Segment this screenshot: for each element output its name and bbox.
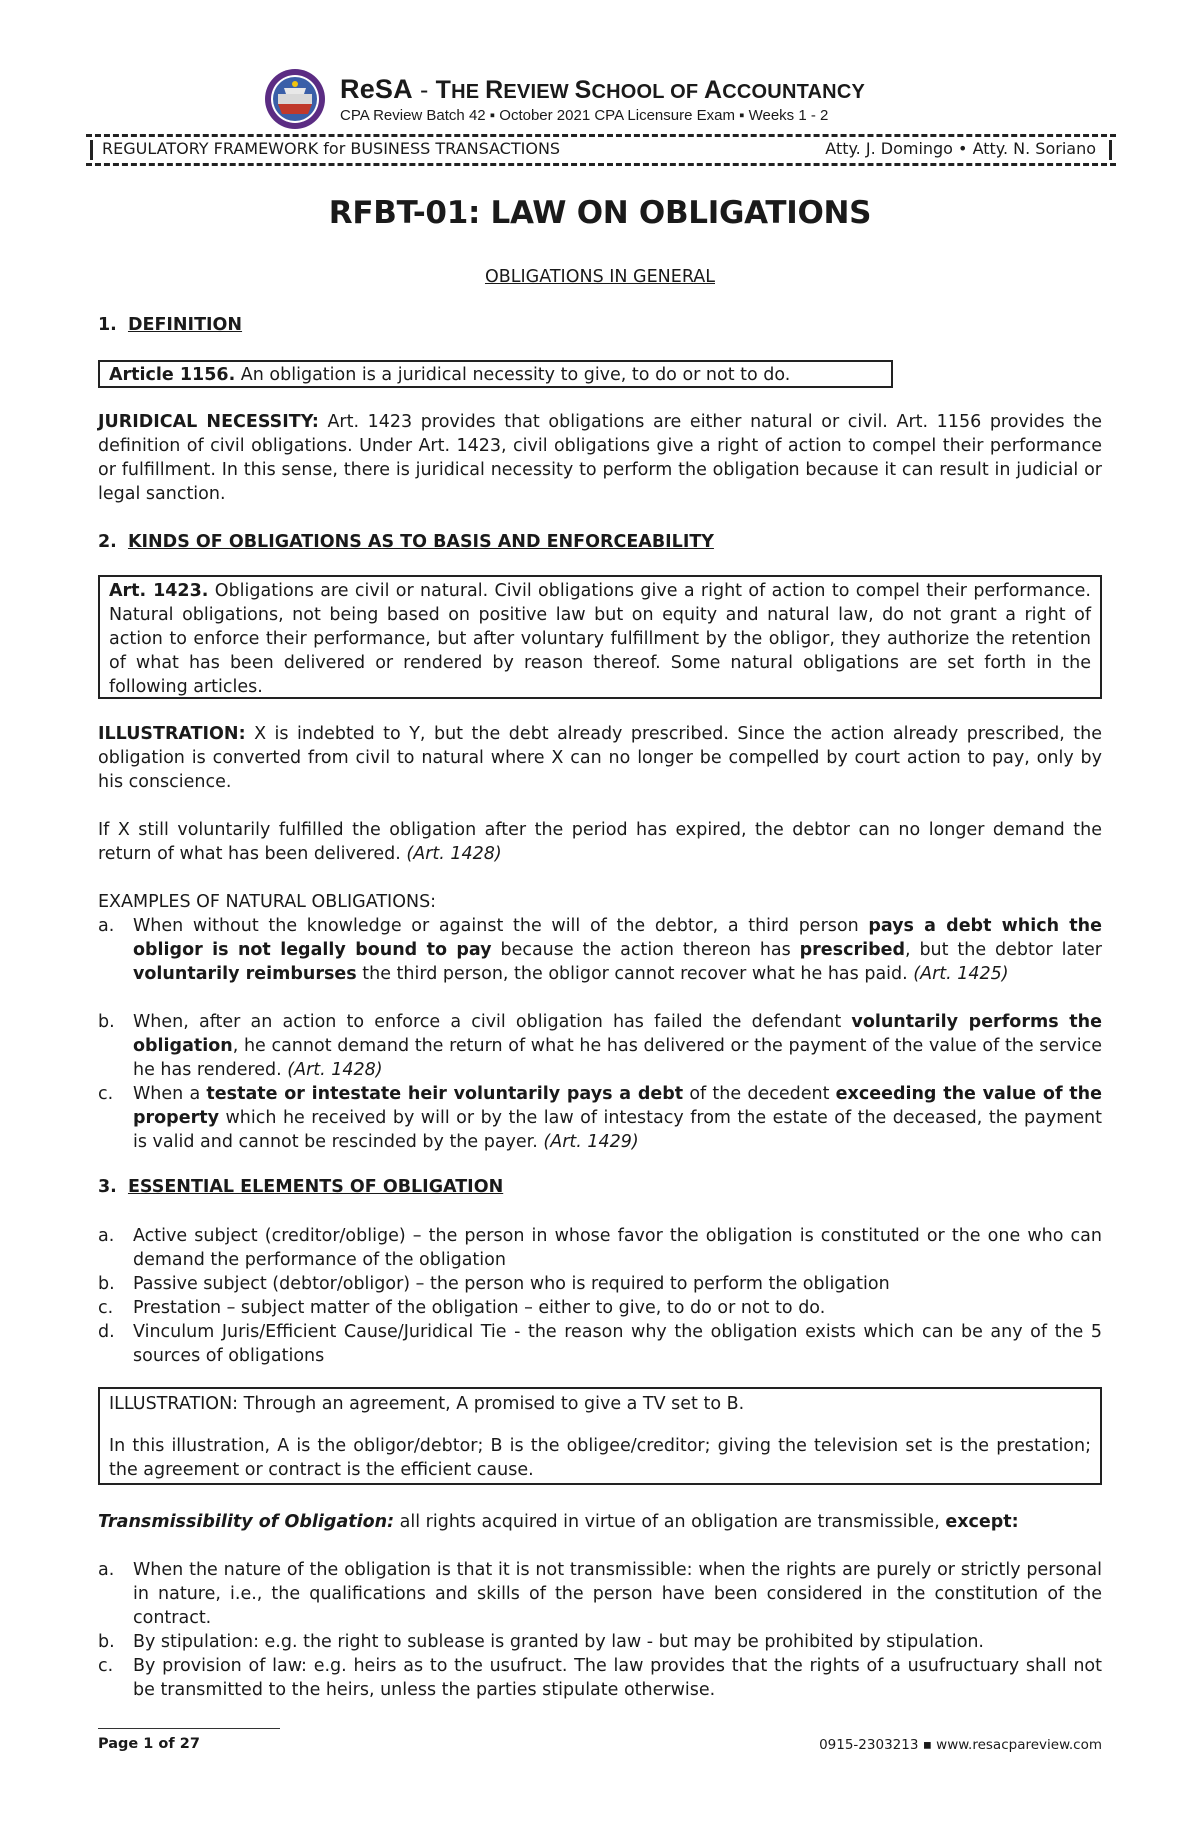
- page-number: Page 1 of 27: [98, 1736, 200, 1752]
- element-item-a: a. Active subject (creditor/oblige) – the person in whose favor the obligation is constituted or the one who can demand the performance of the obligation: [98, 1226, 1102, 1270]
- text-run: the third person, the obligor cannot recover what he has paid.: [356, 964, 914, 984]
- examples-heading: EXAMPLES OF NATURAL OBLIGATIONS:: [98, 892, 437, 912]
- illustration-box: [98, 1387, 1102, 1485]
- text-run: When without the knowledge or against the will of the debtor, a third person: [133, 916, 869, 936]
- text-run: (Art. 1425): [913, 964, 1009, 984]
- article-1156-text: Article 1156. An obligation is a juridical necessity to give, to do or not to do.: [109, 365, 791, 385]
- text-run: (Art. 1429): [543, 1132, 639, 1152]
- illustration-box-line1: ILLUSTRATION: Through an agreement, A promised to give a TV set to B.: [109, 1394, 745, 1414]
- transmissibility-item-a: a. When the nature of the obligation is that it is not transmissible: when the rights are purely or strictly personal in nature, i.e., the qualifications and skills of the person have been considered in the constitution of the contract.: [98, 1560, 1102, 1628]
- voluntary-fulfillment-paragraph: If X still voluntarily fulfilled the obligation after the period has expired, the debtor can no longer demand the return of what has been delivered. (Art. 1428): [98, 820, 1102, 864]
- text-run: of the decedent: [683, 1084, 836, 1104]
- banner-right-bar: [1109, 140, 1112, 160]
- text-run: which he received by will or by the law of intestacy from the estate of the deceased, the payment is valid and cannot be rescinded by the payer.: [133, 1108, 1102, 1152]
- footer-rule: [98, 1728, 280, 1729]
- text-run: testate or intestate heir voluntarily pays a debt: [206, 1084, 684, 1104]
- example-item-a: a. When without the knowledge or against the will of the debtor, a third person pays a debt which the obligor is not legally bound to pay because the action thereon has prescribed, but the debtor later voluntarily reimburses the third person, the obligor cannot recover what he has paid. (Art. 1425): [98, 916, 1102, 984]
- juridical-necessity-paragraph: JURIDICAL NECESSITY: Art. 1423 provides that obligations are either natural or civil. Art. 1156 provides the definition of civil obligations. Under Art. 1423, civil obligations give a right of action to compel their performance or fulfillment. In this sense, there is juridical necessity to perform the obligation because it can result in judicial or legal sanction.: [98, 412, 1102, 504]
- text-run: prescribed: [799, 940, 906, 960]
- text-run: voluntarily reimburses: [133, 964, 357, 984]
- text-run: , he cannot demand the return of what he has delivered or the payment of the value of the service he has rendered.: [133, 1036, 1102, 1080]
- section-heading: OBLIGATIONS IN GENERAL: [484, 267, 715, 287]
- document-title: RFBT-01: LAW ON OBLIGATIONS: [328, 195, 872, 231]
- text-run: because the action thereon has: [491, 940, 800, 960]
- text-run: pays a debt which the obligor is not legally bound to pay: [133, 916, 1102, 960]
- element-item-c: c. Prestation – subject matter of the obligation – either to give, to do or not to do.: [98, 1298, 826, 1318]
- text-run: When a: [133, 1084, 207, 1104]
- illustration-box-line2: In this illustration, A is the obligor/debtor; B is the obligee/creditor; giving the television set is the prestation; the agreement or contract is the efficient cause.: [109, 1436, 1091, 1480]
- s3-heading: 3. ESSENTIAL ELEMENTS OF OBLIGATION: [98, 1177, 504, 1197]
- text-run: , but the debtor later: [905, 940, 1102, 960]
- text-run: When, after an action to enforce a civil obligation has failed the defendant: [133, 1012, 852, 1032]
- s1-heading: 1. DEFINITION: [98, 315, 243, 335]
- example-item-b: b. When, after an action to enforce a civil obligation has failed the defendant voluntarily performs the obligation, he cannot demand the return of what he has delivered or the payment of the value of the service he has rendered. (Art. 1428): [98, 1012, 1102, 1080]
- subject-name: REGULATORY FRAMEWORK for BUSINESS TRANSACTIONS: [102, 139, 561, 158]
- transmissibility-item-c: c. By provision of law: e.g. heirs as to the usufruct. The law provides that the rights of a usufructuary shall not be transmitted to the heirs, unless the parties stipulate otherwise.: [98, 1656, 1102, 1700]
- lecturers: Atty. J. Domingo • Atty. N. Soriano: [825, 139, 1096, 158]
- s2-heading: 2. KINDS OF OBLIGATIONS AS TO BASIS AND ENFORCEABILITY: [98, 532, 714, 552]
- article-1156-box: [98, 360, 893, 388]
- text-run: exceeding the value of the property: [133, 1084, 1103, 1128]
- element-item-b: b. Passive subject (debtor/obligor) – the person who is required to perform the obligation: [98, 1274, 890, 1294]
- footer-contact: 0915-2303213 ▪ www.resacpareview.com: [819, 1737, 1102, 1753]
- article-1423-box: [98, 575, 1102, 699]
- text-run: voluntarily performs the obligation: [133, 1012, 1102, 1056]
- example-item-c: c. When a testate or intestate heir voluntarily pays a debt of the decedent exceeding the value of the property which he received by will or by the law of intestacy from the estate of the deceased, the payment is valid and cannot be rescinded by the payer. (Art. 1429): [98, 1084, 1103, 1152]
- resa-seal-logo: [264, 68, 326, 130]
- school-name: ReSA - THE REVIEW SCHOOL OF ACCOUNTANCY: [340, 74, 865, 104]
- element-item-d: d. Vinculum Juris/Efficient Cause/Juridical Tie - the reason why the obligation exists which can be any of the 5 sources of obligations: [98, 1322, 1102, 1366]
- batch-line: CPA Review Batch 42 ▪ October 2021 CPA Licensure Exam ▪ Weeks 1 - 2: [340, 107, 829, 124]
- illustration-paragraph: ILLUSTRATION: X is indebted to Y, but the debt already prescribed. Since the action already prescribed, the obligation is converted from civil to natural where X can no longer be compelled by court action to pay, only by his conscience.: [98, 724, 1102, 792]
- text-run: (Art. 1428): [287, 1060, 383, 1080]
- transmissibility-item-b: b. By stipulation: e.g. the right to sublease is granted by law - but may be prohibited by stipulation.: [98, 1632, 984, 1652]
- banner-left-bar: [90, 140, 93, 160]
- article-1423-text: Art. 1423. Obligations are civil or natural. Civil obligations give a right of action to compel their performance. Natural obligations, not being based on positive law but on equity and natural law, do not grant a right of action to enforce their performance, but after voluntary fulfillment by the obligor, they authorize the retention of what has been delivered or rendered by reason thereof. Some natural obligations are set forth in the following articles.: [109, 581, 1091, 697]
- transmissibility-paragraph: Transmissibility of Obligation: all rights acquired in virtue of an obligation are transmissible, except:: [98, 1512, 1019, 1532]
